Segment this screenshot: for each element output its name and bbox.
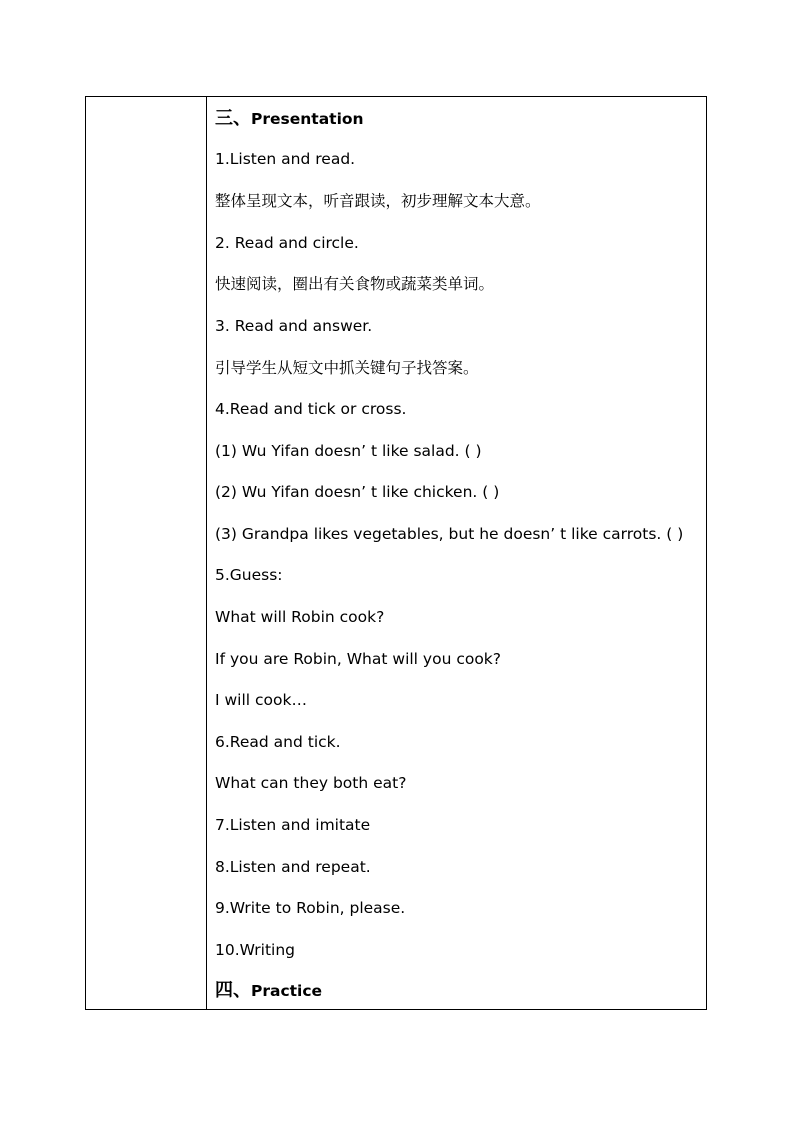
step-note-line: 快速阅读，圈出有关食物或蔬菜类单词。 [215,275,495,293]
question-line: If you are Robin, What will you cook? [215,650,502,668]
section-heading-presentation [215,109,364,129]
step-line: 10.Writing [215,941,296,959]
step-note-line: 引导学生从短文中抓关键句子找答案。 [215,359,479,377]
section-heading-practice [215,981,322,1001]
answer-line: I will cook… [215,691,307,709]
step-line: 9.Write to Robin, please. [215,899,406,917]
step-line: 6.Read and tick. [215,733,341,751]
left-column-cell [86,97,207,1009]
exercise-item-line: (2) Wu Yifan doesn’ t like chicken. ( ) [215,483,500,501]
lesson-table [85,96,707,1010]
exercise-item-line: (3) Grandpa likes vegetables, but he doesn’ t like carrots. ( ) [215,525,684,543]
question-line: What can they both eat? [215,774,407,792]
step-note-line: 整体呈现文本，听音跟读，初步理解文本大意。 [215,192,541,210]
section-title: Presentation [251,110,364,128]
content-column-cell [207,97,706,1009]
section-number: 四、 [215,980,251,1001]
section-title: Practice [251,982,323,1000]
question-line: What will Robin cook? [215,608,385,626]
step-line: 3. Read and answer. [215,317,373,335]
step-line: 2. Read and circle. [215,234,359,252]
exercise-item-line: (1) Wu Yifan doesn’ t like salad. ( ) [215,442,482,460]
step-line: 1.Listen and read. [215,150,356,168]
step-line: 8.Listen and repeat. [215,858,371,876]
step-line: 7.Listen and imitate [215,816,371,834]
section-number: 三、 [215,108,251,129]
step-line: 4.Read and tick or cross. [215,400,407,418]
step-line: 5.Guess: [215,566,283,584]
